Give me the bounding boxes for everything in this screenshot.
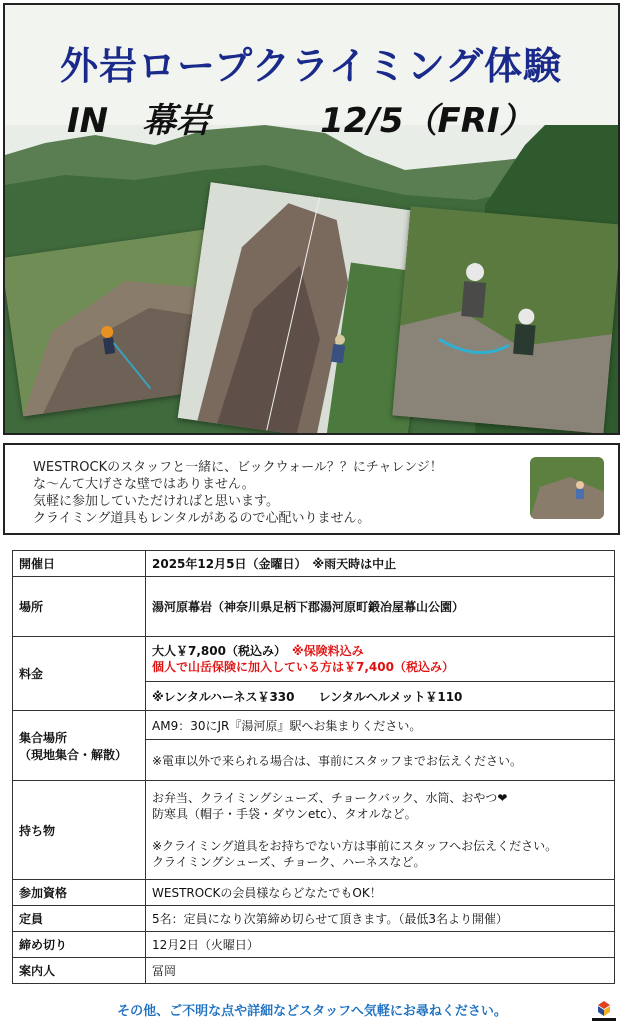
place-label: 場所 [13, 577, 146, 637]
deadline-value: 12月2日（火曜日） [146, 932, 615, 958]
fee-value [146, 637, 615, 682]
bring-value [146, 781, 615, 880]
intro-line: 気軽に参加していただければと思います。 [33, 494, 279, 509]
capacity-label: 定員 [13, 906, 146, 932]
deadline-label: 締め切り [13, 932, 146, 958]
intro-box [3, 443, 620, 535]
fee-label: 料金 [13, 637, 146, 711]
table-row [13, 551, 615, 577]
hero-banner [3, 3, 620, 435]
date-value: 2025年12月5日（金曜日） ※雨天時は中止 [146, 551, 615, 577]
meet-time: AM9：30にJR『湯河原』駅へお集まりください。 [146, 711, 615, 740]
footer-note: その他、ご不明な点や詳細などスタッフへ気軽にお尋ねください。 [117, 1004, 507, 1019]
table-row [13, 958, 615, 984]
qualification-value: WESTROCKの会員様ならどなたでもOK！ [146, 880, 615, 906]
bring-label: 持ち物 [13, 781, 146, 880]
bring-line: ※クライミング道具をお持ちでない方は事前にスタッフへお伝えください。 [152, 839, 558, 853]
fee-rental: ※レンタルハーネス￥330 レンタルヘルメット￥110 [146, 682, 615, 711]
fee-insurance-note: ※保険料込み [291, 644, 364, 658]
meet-label-sub: （現地集合・解散） [19, 747, 128, 762]
intro-climber-photo [530, 457, 604, 519]
event-details-table [12, 550, 615, 984]
meet-note: ※電車以外で来られる場合は、事前にスタッフまでお伝えください。 [146, 740, 615, 781]
table-row [13, 577, 615, 637]
table-row [13, 781, 615, 880]
event-date-title: 12/5（FRI） [320, 101, 534, 141]
bring-line: 防寒具（帽子・手袋・ダウンetc）、タオルなど。 [152, 807, 417, 821]
event-subtitle [67, 93, 534, 142]
place-value: 湯河原幕岩（神奈川県足柄下郡湯河原町鍛冶屋幕山公園） [146, 577, 615, 637]
location-title: IN 幕岩 [67, 101, 211, 141]
bring-line: クライミングシューズ、チョーク、ハーネスなど。 [152, 855, 426, 869]
intro-line: WESTROCKのスタッフと一緒に、ビックウォール？？にチャレンジ！ [33, 460, 443, 475]
fee-discount: 個人で山岳保険に加入している方は￥7,400（税込み） [152, 660, 454, 674]
meet-label-main: 集合場所 [19, 730, 68, 745]
table-row [13, 932, 615, 958]
qualification-label: 参加資格 [13, 880, 146, 906]
capacity-value: 5名：定員になり次第締め切らせて頂きます。（最低3名より開催） [146, 906, 615, 932]
guide-label: 案内人 [13, 958, 146, 984]
westrock-logo [590, 1000, 618, 1024]
table-row [13, 711, 615, 740]
date-label: 開催日 [13, 551, 146, 577]
meet-label [13, 711, 146, 781]
intro-line: クライミング道具もレンタルがあるので心配いりません。 [33, 511, 371, 526]
table-row [13, 637, 615, 682]
table-row [13, 880, 615, 906]
event-title: 外岩ロープクライミング体験 [60, 44, 563, 88]
climbers-photo-right [392, 206, 620, 434]
fee-adult: 大人￥7,800（税込み） [152, 644, 292, 658]
guide-value: 冨岡 [146, 958, 615, 984]
bring-line: お弁当、クライミングシューズ、チョークバック、水筒、おやつ❤ [152, 791, 508, 805]
intro-text [33, 459, 443, 527]
intro-line: な～んて大げさな壁ではありません。 [33, 477, 255, 492]
table-row [13, 906, 615, 932]
